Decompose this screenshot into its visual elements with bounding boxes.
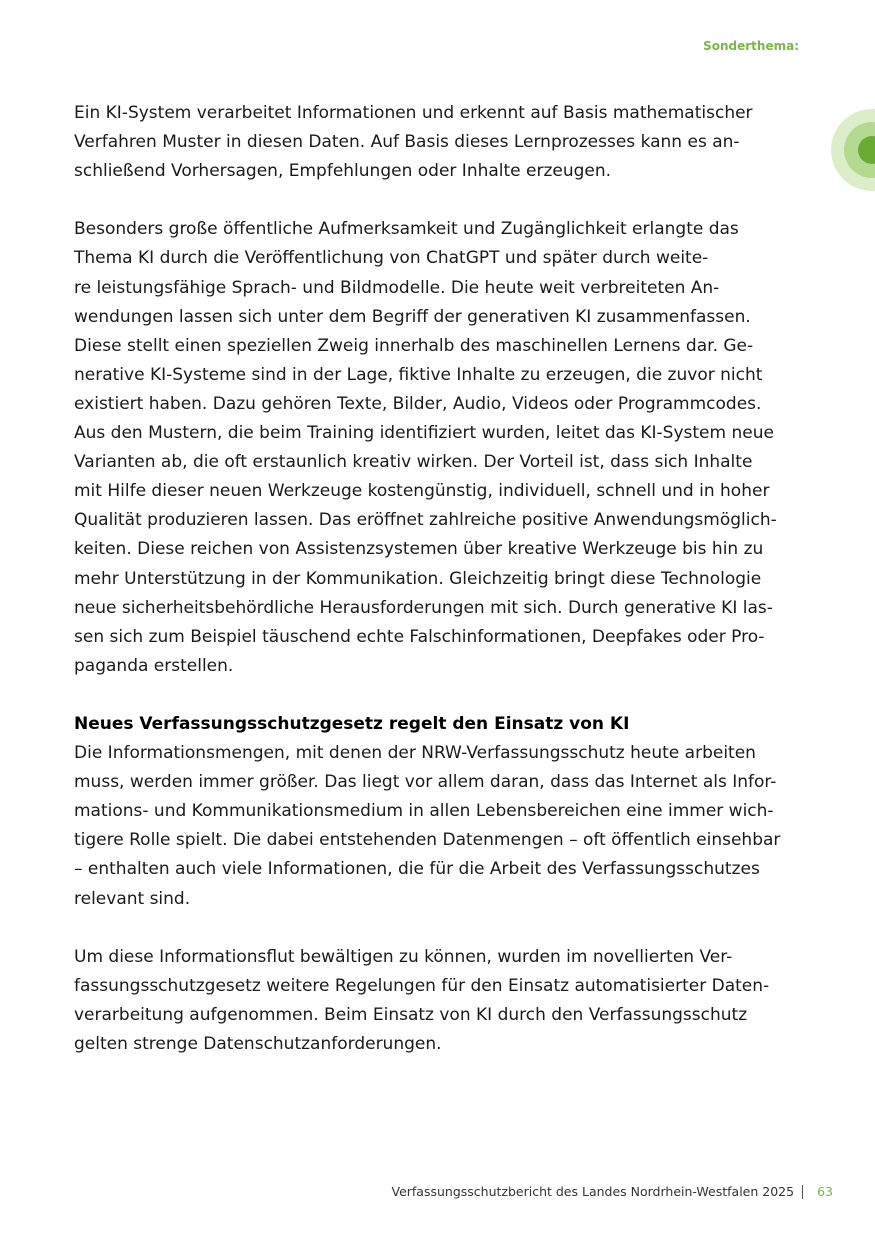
text-line: mehr Unterstützung in der Kommunikation. Gleichzeitig bringt diese Technologie: [74, 568, 762, 589]
text-line: mations- und Kommunikationsmedium in allen Lebensbereichen eine immer wich-: [74, 801, 774, 822]
paragraph-data-volume: [74, 739, 804, 914]
text-line: – enthalten auch viele Informationen, die für die Arbeit des Verfassungsschutzes: [74, 859, 760, 880]
body-text: [74, 99, 804, 1088]
section-label: Sonderthema:: [703, 39, 799, 53]
paragraph-regulation: [74, 943, 804, 1059]
text-line: neue sicherheitsbehördliche Herausforderungen mit sich. Durch generative KI las-: [74, 597, 773, 618]
text-line: Besonders große öffentliche Aufmerksamkeit und Zugänglichkeit erlangte das: [74, 219, 739, 240]
text-line: Thema KI durch die Veröffentlichung von ChatGPT und später durch weite-: [74, 248, 709, 269]
page-footer: [391, 1184, 833, 1199]
text-line: existiert haben. Dazu gehören Texte, Bilder, Audio, Videos oder Programmcodes.: [74, 393, 762, 414]
text-line: keiten. Diese reichen von Assistenzsystemen über kreative Werkzeuge bis hin zu: [74, 539, 764, 560]
text-line: gelten strenge Datenschutzanforderungen.: [74, 1034, 442, 1054]
text-line: Qualität produzieren lassen. Das eröffnet zahlreiche positive Anwendungsmöglich-: [74, 510, 777, 531]
text-line: re leistungsfähige Sprach- und Bildmodelle. Die heute weit verbreiteten An-: [74, 277, 720, 298]
text-line: mit Hilfe dieser neuen Werkzeuge kostengünstig, individuell, schnell und in hoher: [74, 481, 770, 502]
text-line: Diese stellt einen speziellen Zweig innerhalb des maschinellen Lernens dar. Ge-: [74, 335, 754, 356]
publication-title: Verfassungsschutzbericht des Landes Nordrhein-Westfalen 2025: [391, 1184, 795, 1199]
text-line: fassungsschutzgesetz weitere Regelungen für den Einsatz automatisierter Daten-: [74, 975, 770, 996]
section-marker-ring: [831, 109, 875, 191]
footer-divider: [802, 1185, 803, 1199]
text-line: sen sich zum Beispiel täuschend echte Falschinformationen, Deepfakes oder Pro-: [74, 626, 765, 647]
section-heading: Neues Verfassungsschutzgesetz regelt den Einsatz von KI: [74, 713, 630, 734]
text-line: wendungen lassen sich unter dem Begriff der generativen KI zusammenfassen.: [74, 306, 751, 327]
text-line: paganda erstellen.: [74, 655, 234, 676]
page-number: 63: [817, 1184, 833, 1199]
text-line: nerative KI-Systeme sind in der Lage, fiktive Inhalte zu erzeugen, die zuvor nicht: [74, 364, 763, 385]
text-line: Um diese Informationsflut bewältigen zu können, wurden im novellierten Ver-: [74, 946, 733, 967]
text-line: Die Informationsmengen, mit denen der NRW-Verfassungsschutz heute arbeiten: [74, 743, 756, 764]
text-line: Verfahren Muster in diesen Daten. Auf Basis dieses Lernprozesses kann es an-: [74, 132, 740, 153]
text-line: Aus den Mustern, die beim Training identifiziert wurden, leitet das KI-System neue: [74, 423, 774, 444]
text-line: Varianten ab, die oft erstaunlich kreativ wirken. Der Vorteil ist, dass sich Inhalte: [74, 452, 753, 473]
paragraph-intro: [74, 99, 804, 186]
paragraph-generative-ai: [74, 215, 804, 681]
text-line: muss, werden immer größer. Das liegt vor allem daran, dass das Internet als Infor-: [74, 772, 777, 793]
text-line: tigere Rolle spielt. Die dabei entstehenden Datenmengen – oft öffentlich einsehbar: [74, 830, 781, 851]
text-line: Ein KI-System verarbeitet Informationen und erkennt auf Basis mathematischer: [74, 103, 753, 123]
text-line: relevant sind.: [74, 888, 191, 909]
text-line: verarbeitung aufgenommen. Beim Einsatz von KI durch den Verfassungsschutz: [74, 1004, 748, 1025]
text-line: schließend Vorhersagen, Empfehlungen oder Inhalte erzeugen.: [74, 161, 612, 182]
